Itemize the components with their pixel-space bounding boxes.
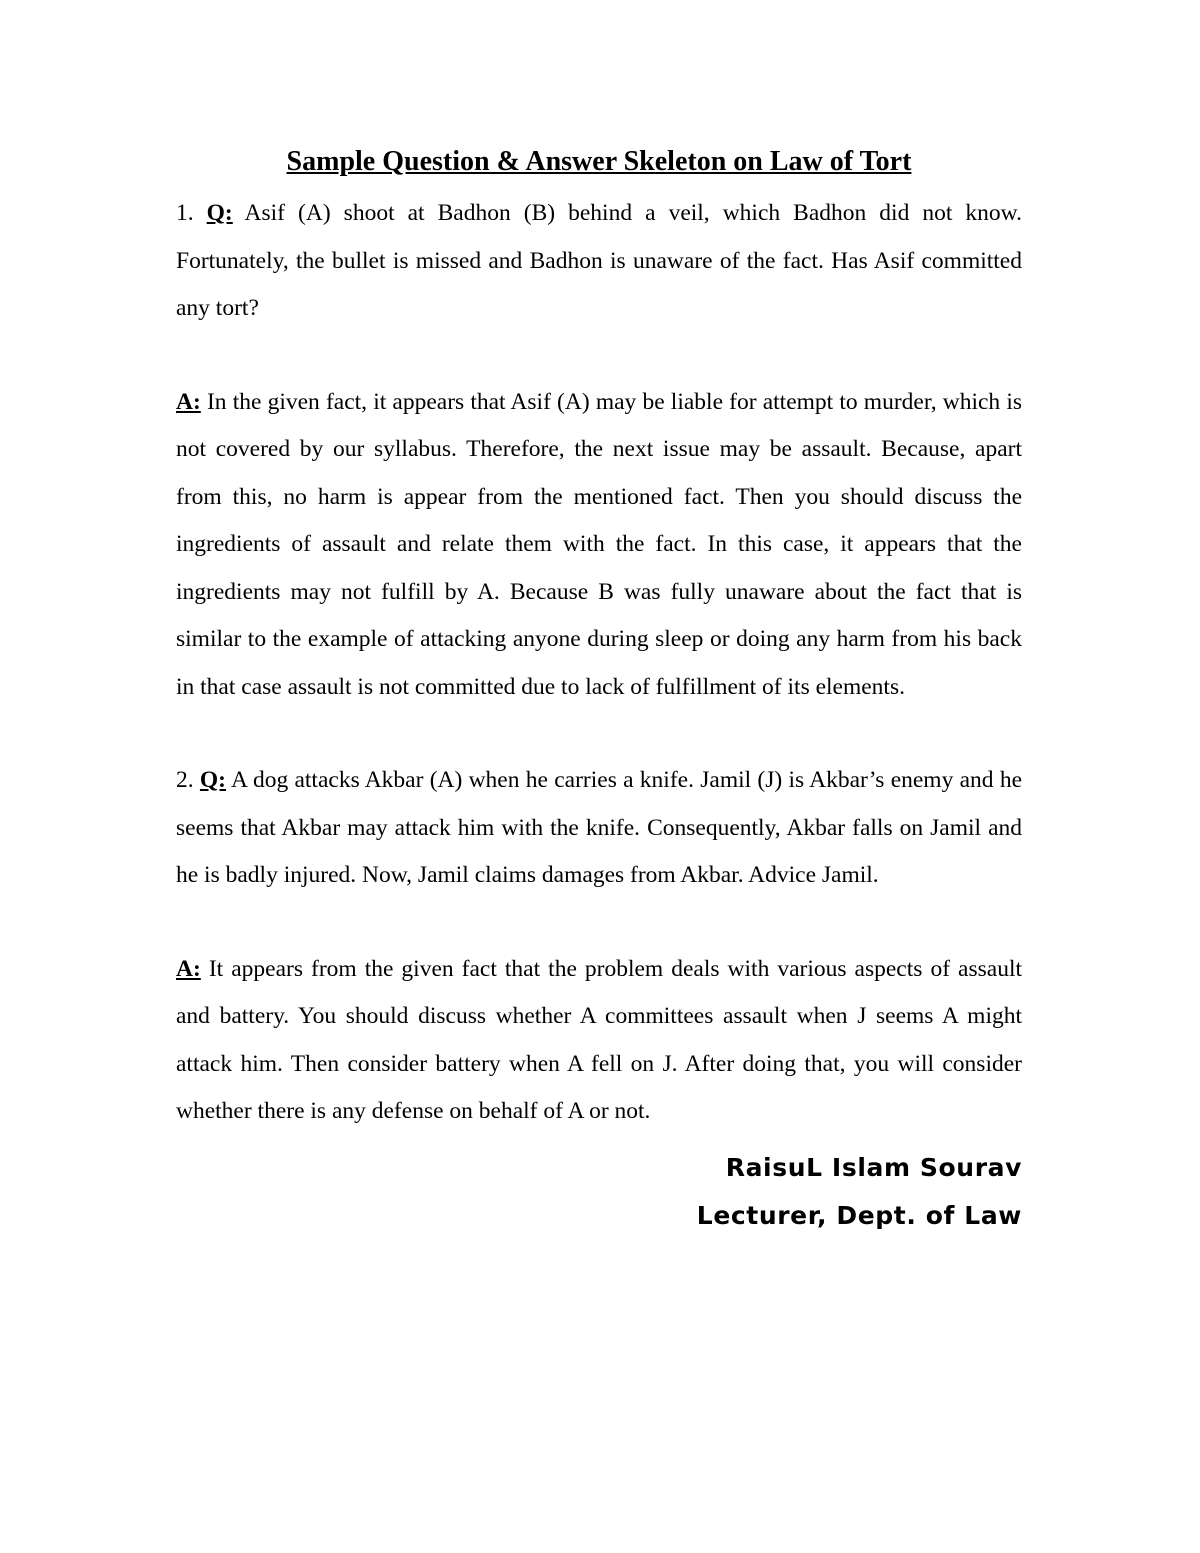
question-2-text: A dog attacks Akbar (A) when he carries a knife. Jamil (J) is Akbar’s enemy and he seems that Akbar may attack him with the knife. Consequently, Akbar falls on Jamil and he is badly injured. Now, Jamil claims damages from Akbar. Advice Jamil. xyxy=(176,767,1022,888)
question-2-marker: Q: xyxy=(199,767,227,793)
author-name: RaisuL Islam Sourav xyxy=(725,1152,1022,1182)
answer-1-marker: A: xyxy=(176,388,201,415)
answer-1-text: In the given fact, it appears that Asif (A) may be liable for attempt to murder, which is not covered by our syllabus. Therefore, the next issue may be assault. Because, apart from this, no harm is appear from the mentioned fact. Then you should discuss the ingredients of assault and relate them with the fact. In this case, it appears that the ingredients may not fulfill by A. Because B was fully unaware about the fact that is similar to the example of attacking anyone during sleep or doing any harm from his back in that case assault is not committed due to lack of fulfillment of its elements. xyxy=(176,388,1023,700)
question-1-marker: Q: xyxy=(206,200,233,226)
spacer xyxy=(176,333,1022,379)
document-page xyxy=(176,138,1022,1240)
spacer xyxy=(176,711,1022,757)
question-1-text: Asif (A) shoot at Badhon (B) behind a veil, which Badhon did not know. Fortunately, the bullet is missed and Badhon is unaware of the fact. Has Asif committed any tort? xyxy=(176,200,1022,321)
answer-1 xyxy=(176,379,1022,712)
answer-2-marker: A: xyxy=(176,955,201,982)
answer-2-text: It appears from the given fact that the problem deals with various aspects of assault and battery. You should discuss whether A committees assault when J seems A might attack him. Then consider battery when A fell on J. After doing that, you will consider whether there is any defense on behalf of A or not. xyxy=(176,955,1022,1124)
signature-block xyxy=(176,1144,1022,1240)
question-2 xyxy=(176,757,1022,900)
spacer xyxy=(176,900,1022,946)
question-2-number: 2. xyxy=(176,767,194,793)
document-title: Sample Question & Answer Skeleton on Law of Tort xyxy=(286,146,912,177)
question-1 xyxy=(176,190,1022,333)
question-1-number: 1. xyxy=(176,200,194,226)
author-position: Lecturer, Dept. of Law xyxy=(696,1200,1022,1230)
answer-2 xyxy=(176,946,1022,1136)
